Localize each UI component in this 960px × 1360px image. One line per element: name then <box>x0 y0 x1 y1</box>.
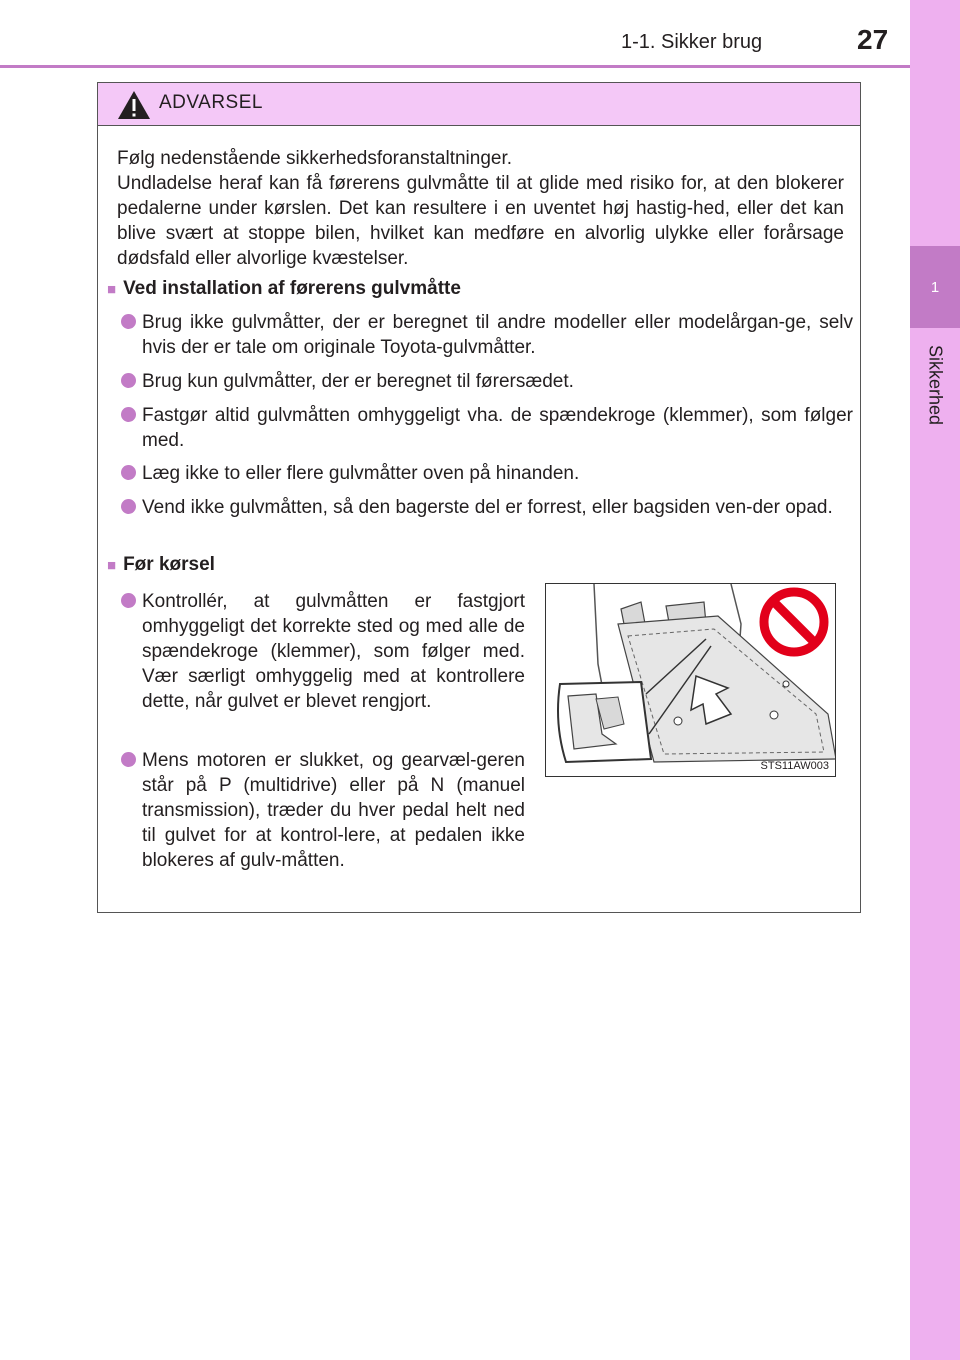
side-tab-strip <box>910 0 960 1360</box>
list-item-text: Læg ikke to eller flere gulvmåtter oven på hinanden. <box>142 463 580 484</box>
warning-content <box>98 126 860 912</box>
bullet-dot-icon <box>121 407 136 422</box>
chapter-label: Sikkerhed <box>925 344 946 426</box>
section-heading <box>107 278 461 300</box>
page-number: 27 <box>857 24 889 55</box>
intro-line: Følg nedenstående sikkerhedsforanstaltninger. <box>117 148 513 169</box>
warning-title: ADVARSEL <box>159 92 263 113</box>
section-heading <box>107 554 215 576</box>
section-heading-text: Før kørsel <box>123 554 215 575</box>
floor-mat-illustration <box>545 583 836 777</box>
chapter-tab[interactable] <box>910 246 960 328</box>
square-bullet-icon: ■ <box>107 281 117 298</box>
warning-box <box>97 82 861 913</box>
bullet-dot-icon <box>121 373 136 388</box>
bullet-dot-icon <box>121 752 136 767</box>
list-item-text: Brug ikke gulvmåtter, der er beregnet til andre modeller eller modelårgan-ge, selv hvis der er tale om originale Toyota-gulvmåtter. <box>142 312 853 358</box>
header-rule <box>0 65 910 68</box>
warning-triangle-icon <box>116 89 152 121</box>
list-item-text: Fastgør altid gulvmåtten omhyggeligt vha. de spændekroge (klemmer), som følger med. <box>142 405 853 451</box>
intro-paragraph <box>117 146 844 271</box>
list-item-text: Mens motoren er slukket, og gearvæl-geren står på P (multidrive) eller på N (manuel transmission), træder du hver pedal helt ned til gulvet for at kontrol-lere, at pedalen ikke blokeres af gulv-måtten. <box>142 750 525 871</box>
square-bullet-icon: ■ <box>107 557 117 574</box>
floor-mat-drawing <box>546 584 835 776</box>
intro-line: Undladelse heraf kan få førerens gulvmåtte til at glide med risiko for, at den blokerer pedalerne under kørslen. Det kan resultere i en uventet høj hastig-hed, eller det kan blive svært at stoppe bilen, hvilket kan medføre en alvorlig ulykke eller forårsage dødsfald eller alvorlige kvæstelser. <box>117 173 844 269</box>
bullet-dot-icon <box>121 499 136 514</box>
list-item-text: Brug kun gulvmåtter, der er beregnet til førersædet. <box>142 371 574 392</box>
list-item-text: Kontrollér, at gulvmåtten er fastgjort omhyggeligt det korrekte sted og med alle de spændekroge (klemmer), som følger med. Vær særligt omhyggelig med at kontrollere dette, når gulvet er blevet rengjort. <box>142 591 525 712</box>
section-title: 1-1. Sikker brug <box>621 31 763 53</box>
bullet-dot-icon <box>121 593 136 608</box>
chapter-number: 1 <box>930 278 940 296</box>
list-item-text: Vend ikke gulvmåtten, så den bagerste del er forrest, eller bagsiden ven-der opad. <box>142 497 833 518</box>
bullet-dot-icon <box>121 314 136 329</box>
illustration-code: STS11AW003 <box>760 760 829 772</box>
section-heading-text: Ved installation af førerens gulvmåtte <box>123 278 461 299</box>
warning-header <box>98 83 860 126</box>
bullet-dot-icon <box>121 465 136 480</box>
